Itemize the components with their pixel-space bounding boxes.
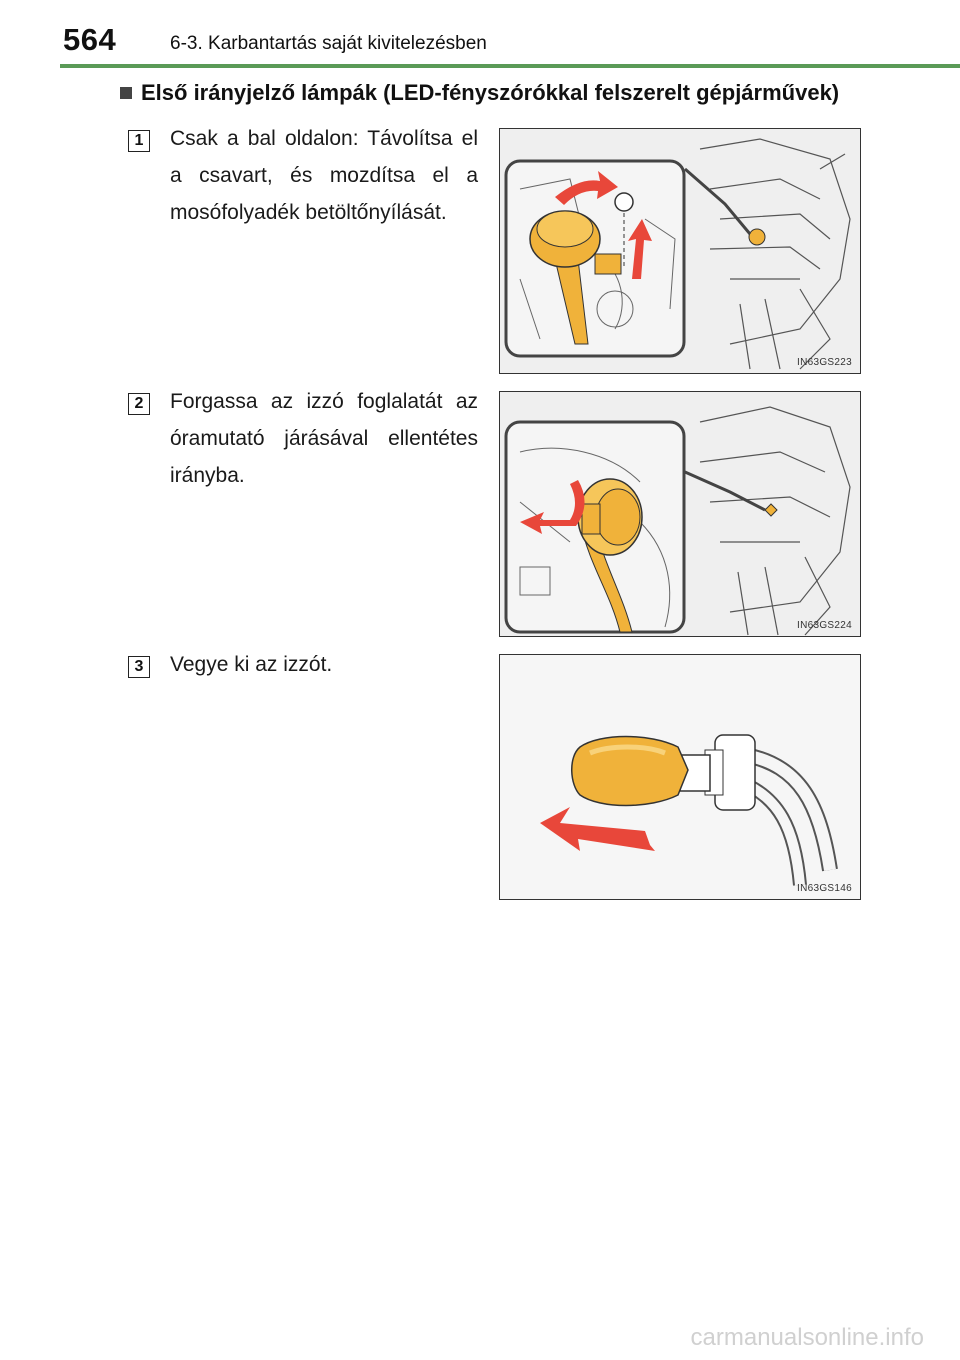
page-number: 564 — [63, 22, 117, 57]
step-2-figure — [499, 391, 861, 637]
step-1-figure — [499, 128, 861, 374]
step-text-3: Vegye ki az izzót. — [170, 653, 333, 676]
washer-filler-illustration — [500, 129, 861, 374]
figure-code-3: IN63GS146 — [797, 883, 852, 894]
step-3-figure — [499, 654, 861, 900]
section-heading-text: Első irányjelző lámpák (LED-fényszórókkal felszerelt gépjárművek) — [141, 80, 840, 105]
bulb-removal-illustration — [500, 655, 861, 900]
step-text-2: Forgassa az izzó foglalatát az óramutató járásával ellentétes irányba. — [170, 390, 478, 487]
square-bullet-icon — [120, 87, 132, 99]
header-divider — [60, 64, 960, 68]
bulb-socket-illustration — [500, 392, 861, 637]
footer-watermark: carmanualsonline.info — [690, 1324, 924, 1351]
step-number-3: 3 — [128, 656, 150, 678]
section-heading — [120, 80, 839, 106]
step-number-1: 1 — [128, 130, 150, 152]
step-text-1: Csak a bal oldalon: Távolítsa el a csavart, és mozdítsa el a mosófolyadék betöltőnyílását. — [170, 127, 478, 224]
header-section-title: 6-3. Karbantartás saját kivitelezésben — [170, 33, 487, 54]
figure-code-1: IN63GS223 — [797, 357, 852, 368]
step-number-2: 2 — [128, 393, 150, 415]
figure-code-2: IN63GS224 — [797, 620, 852, 631]
